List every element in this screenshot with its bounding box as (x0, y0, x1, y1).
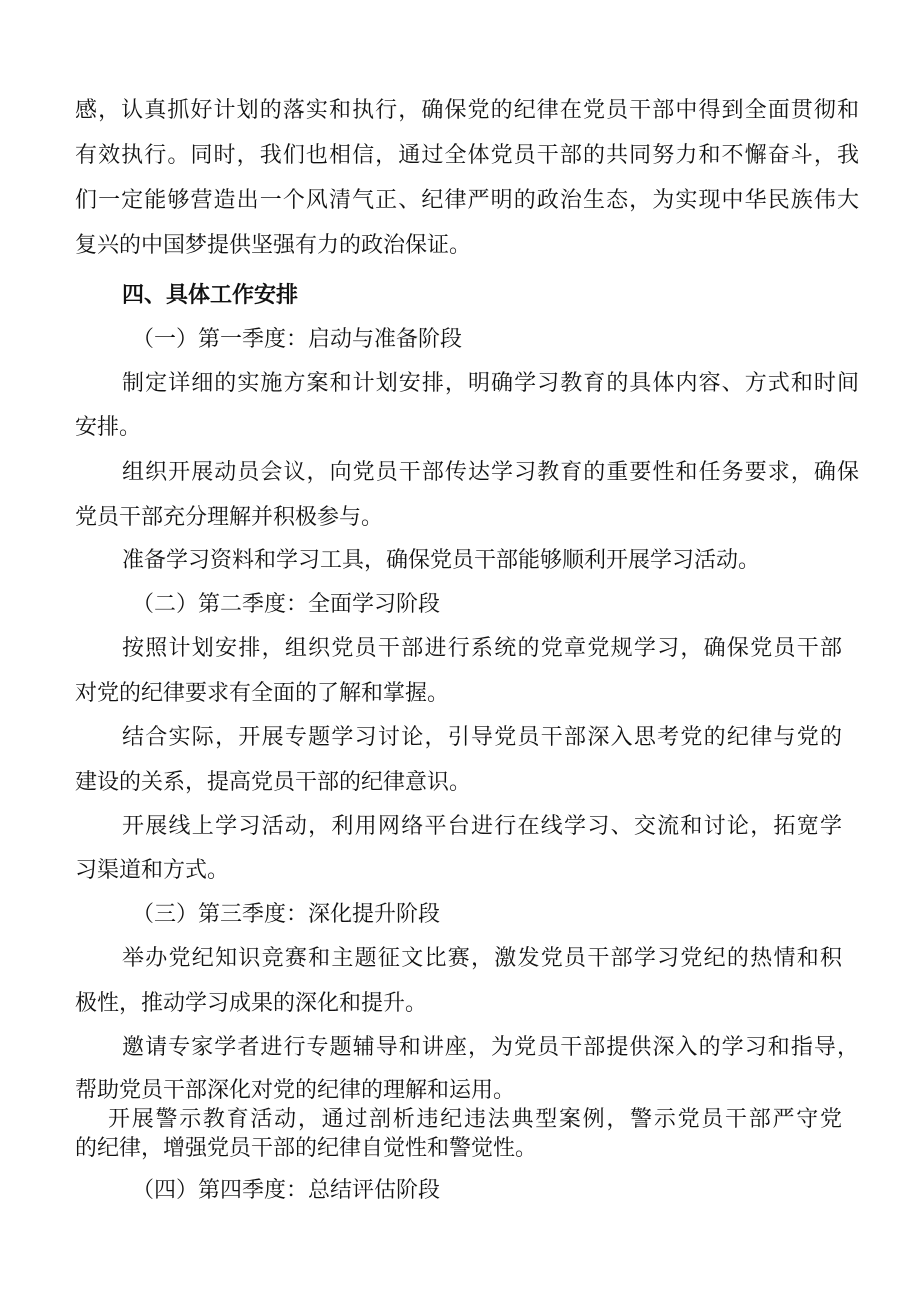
q2-p3-line-2: 习渠道和方式。 (75, 858, 230, 883)
q3-p2-line-1: 邀请专家学者进行专题辅导和讲座，为党员干部提供深入的学习和指导， (122, 1035, 859, 1060)
intro-line-3: 们一定能够营造出一个风清气正、纪律严明的政治生态，为实现中华民族伟大 (75, 188, 859, 213)
q1-heading: （一）第一季度：启动与准备阶段 (132, 327, 463, 352)
q4-heading: （四）第四季度：总结评估阶段 (132, 1178, 441, 1203)
intro-line-2: 有效执行。同时，我们也相信，通过全体党员干部的共同努力和不懈奋斗，我 (75, 143, 859, 168)
q2-p2-line-2: 建设的关系，提高党员干部的纪律意识。 (75, 770, 472, 795)
q2-p3-line-1: 开展线上学习活动，利用网络平台进行在线学习、交流和讨论，拓宽学 (122, 814, 842, 839)
q3-p3-line-1: 开展警示教育活动，通过剖析违纪违法典型案例，警示党员干部严守党 (108, 1107, 842, 1132)
q3-heading: （三）第三季度：深化提升阶段 (132, 902, 441, 927)
q1-p1-line-1: 制定详细的实施方案和计划安排，明确学习教育的具体内容、方式和时间 (122, 371, 859, 396)
q3-p1-line-2: 极性，推动学习成果的深化和提升。 (75, 991, 428, 1016)
q2-p2-line-1: 结合实际，开展专题学习讨论，引导党员干部深入思考党的纪律与党的 (122, 725, 842, 750)
q1-p3-line-1: 准备学习资料和学习工具，确保党员干部能够顺利开展学习活动。 (122, 548, 761, 573)
q2-p1-line-1: 按照计划安排，组织党员干部进行系统的党章党规学习，确保党员干部 (122, 636, 842, 661)
q3-p3-line-2: 的纪律，增强党员干部的纪律自觉性和警觉性。 (75, 1136, 538, 1161)
intro-line-4: 复兴的中国梦提供坚强有力的政治保证。 (75, 233, 472, 258)
section-heading: 四、具体工作安排 (122, 283, 299, 308)
q2-p1-line-2: 对党的纪律要求有全面的了解和掌握。 (75, 681, 450, 706)
q1-p2-line-1: 组织开展动员会议，向党员干部传达学习教育的重要性和任务要求，确保 (122, 460, 859, 485)
q2-heading: （二）第二季度：全面学习阶段 (132, 592, 441, 617)
intro-line-1: 感，认真抓好计划的落实和执行，确保党的纪律在党员干部中得到全面贯彻和 (75, 98, 859, 123)
q3-p1-line-1: 举办党纪知识竞赛和主题征文比赛，激发党员干部学习党纪的热情和积 (122, 946, 842, 971)
q1-p1-line-2: 安排。 (75, 415, 142, 440)
q3-p2-line-2: 帮助党员干部深化对党的纪律的理解和运用。 (75, 1078, 516, 1103)
q1-p2-line-2: 党员干部充分理解并积极参与。 (75, 505, 384, 530)
